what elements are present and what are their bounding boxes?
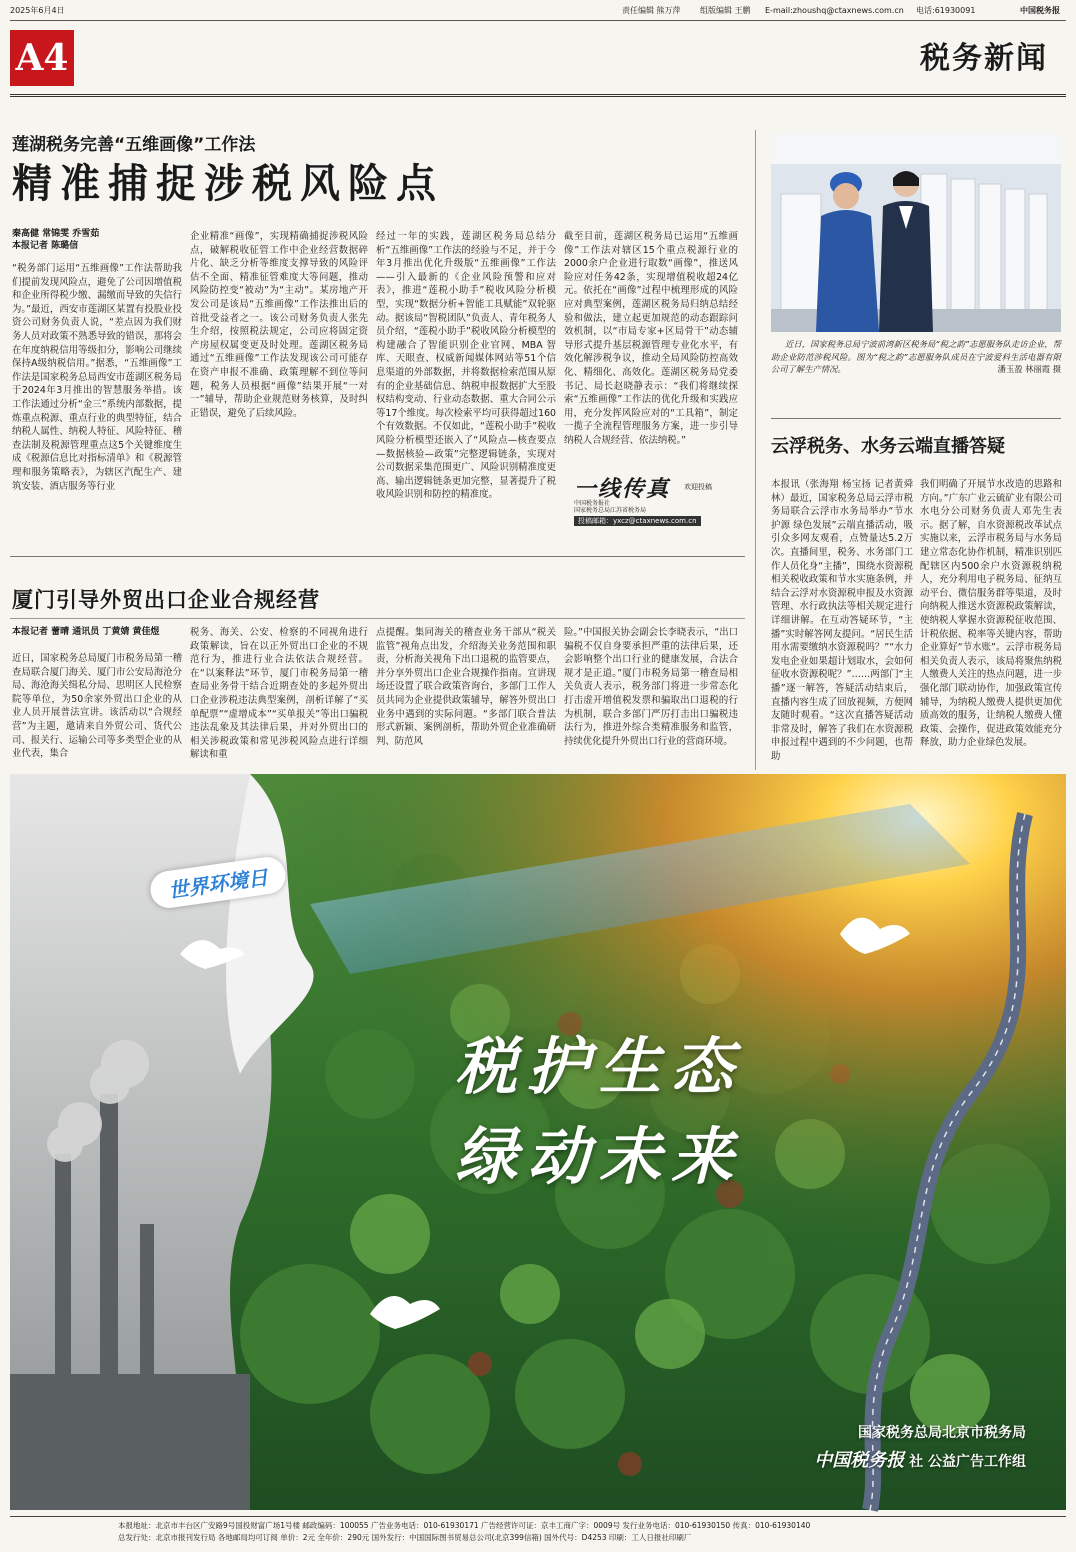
footer-line1: 本报地址：北京市丰台区广安路9号国投财富广场1号楼 邮政编码：100055 广告业务电话：010-61930171 广告经营许可证：京丰工商广字：0009号 发行业务电话：010-61930150 传真：010-61930140 [118,1521,811,1530]
article1-column-1: “税务部门运用“五维画像”工作法帮助我们提前发现风险点，避免了公司因增值税和企业所得税少缴、漏缴而导致的失信行为。”最近，西安市莲湖区某置有投股业投资公司财务负责人说，“差点因为我们财务人员对政策不熟悉导致的错误，那将会在年度纳税信用等级扣分，影响公司继续保持A级纳税信用。”据悉，“五维画像”工作法是国家税务总局西安市莲湖区税务局于2024年3月推出的智慧服务举措。该工作法通过分析“金三”系统内部数据，提炼重点税源、重点行业的典型特征，结合纳税人属性、纳税人特征、风险特征、稽查法制及税源管理重点这5个关键维度生成《税源信息比对指标清单》和《税源管理和服务策略表》，为辖区汽配生产、建筑安装、酒店服务等行业 [12,263,182,492]
footer-rule [10,1516,1066,1517]
article2-column-1: 近日，国家税务总局厦门市税务局第一稽查局联合厦门海关、厦门市公安局海沧分局、海沧海关缉私分局、思明区人民检察院等单位，为50余家外贸出口企业的从业人员开展普法宣讲。该活动以“合规经营”为主题，邀请来自外贸公司、货代公司、报关行、运输公司等多类型企业的从业代表，集合 [12,653,182,760]
photo1-caption [771,338,1061,376]
issue-date: 2025年6月4日 [10,6,65,15]
photo-illustration [771,134,1061,332]
article1-column-3: 经过一年的实践，莲湖区税务局总结分析“五维画像”工作法的经验与不足，并于今年3月推出优化升级版“五维画像”工作法——引入最新的《企业风险预警和应对表》，推进“莲税小助手”税收风险分析模型，实现“数据分析+智能工具赋能”双轮驱动。据该局“智税团队”负责人、青年税务人员介绍，“莲税小助手”税收风险分析模型的构建融合了智能识别企业官网、MBA 智库、天眼查、权威新闻媒体网站等51个信息渠道的外部数据，并将数据检索范围从原有的企业基础信息、纳税申报数据扩大至股权结构变动、行业动态数据、重大合同公示等17个维度。每次检索平均可获得超过160个有效数据。不仅如此，“莲税小助手”税收风险分析模型还嵌入了“风险点—核查要点—数据核验—政策”完整逻辑链条，实现对公司数据采集范围更广、风险识别精准度更高、输出逻辑链条更加完整，显著提升了税收风险识别和防控的精准度。 [376,231,556,501]
article1-column-2: 企业精准“画像”，实现精确捕捉涉税风险点，破解税收征管工作中企业经营数据碎片化、缺乏分析等维度支撑导致的风险评估不全面、精准征管难度大等问题，推动风险防控变“被动”为“主动”。某房地产开发公司是该局“五维画像”工作法推出后的首批受益者之一。该公司财务负责人张先生介绍，按照税法规定，公司应将固定资产房屋权属变更及时处理。莲湖区税务局通过“五维画像”工作法发现该公司可能存在资产申报不准确、政策理解不到位等问题，税务人员根据“画像”结果开展“一对一”辅导，帮助企业规范财务核算，及时纠正错误，避免了后续风险。 [190,231,368,419]
column-badge-title: 一线传真 [574,476,671,502]
paper-name: 中国税务报 [1020,6,1060,15]
public-service-ad [10,774,1066,1510]
byline-authors: 秦高健 常锦雯 乔雪茹 [12,229,100,239]
contact-email[interactable]: E-mail:zhoushq@ctaxnews.com.cn [765,6,904,15]
article1-kicker: 莲湖税务完善“五维画像”工作法 [12,135,256,155]
world-environment-day-badge: 世界环境日 [148,855,288,911]
article3-headline: 云浮税务、水务云端直播答疑 [771,436,1005,457]
page-number-badge: A4 [10,30,74,86]
article3-column-1: 本报讯（张海翔 杨宝扬 记者黄舜林）最近，国家税务总局云浮市税务局联合云浮市水务局举办“节水护源 绿色发展”云端直播活动，吸引众多网友观看，点赞量达5.2万次。直播间里，税务、水务部门工作人员化身“主播”，围绕水资源税相关税收政策和节水实施条例，并结合云浮对水资源税申报及水资源管理、水行政执法等相关规定进行详细讲解。在互动答疑环节，“主播”实时解答网友提问。“居民生活用水需要缴纳水资源税吗？”“水力发电企业如果超计划取水，会如何征收水资源税呢？”……两部门“主播”逐一解答，答疑活动结束后，直播内容生成了回放视频，方便网友随时观看。“这次直播答疑活动非常及时，解答了我们在水资源税申报过程中遇到的不少问题，也帮助 [771,479,913,762]
article2-column-2: 税务、海关、公安、检察的不同视角进行政策解读，旨在以正外贸出口企业的不规范行为，推进行业合法依法合规经营。在“以案释法”环节，厦门市税务局第一稽查局业务骨干结合近期查处的多起外贸出口企业涉税违法典型案例，剖析详解了“买单配票”“虚增成本”“买单报关”等出口骗税违法乱象及其法律后果，并对外贸出口的相关涉税政策和常见涉税风险点进行详细解读和重 [190,627,368,761]
header-rule [10,20,1066,21]
article1-column-4: 截至目前，莲湖区税务局已运用“五维画像”工作法对辖区15个重点税源行业的2000余户企业进行取数“画像”，推送风险应对任务42条，实现增值税收超24亿元。依托在“画像”过程中梳理形成的风险应对典型案例，莲湖区税务局归纳总结经验和做法，建立起更加规范的动态跟踪问效机制，以“市局专家+区局骨干”动态辅导形式提升基层税源管理专业化水平，有效化解涉税争议，推动全局风险防控高效化、精细化、高效化。莲湖区税务局党委书记、局长赵晓静表示：“我们将继续探索“五维画像”工作法的优化升级和实践应用，充分发挥风险应对的“工具箱”，制定一揽子全流程管理服务方案，进一步引导纳税人合规经营、依法纳税。” [564,231,738,446]
footer-line2: 总发行处：北京市报刊发行局 各地邮局均可订阅 单价：2元 全年价：290元 国外发行：中国国际图书贸易总公司(北京399信箱) 国外代号：D4253 印刷：工人日报社印刷厂 [118,1533,692,1542]
photo1-credit: 潘玉盈 林丽霞 摄 [997,364,1061,374]
column-badge-org: 中国税务报社 国家税务总局江苏省税务局 [574,500,647,514]
article1-bottom-rule [10,556,745,557]
contact-phone: 电话:61930091 [916,6,976,15]
column-badge-email[interactable]: 投稿邮箱：yxcz@ctaxnews.com.cn [574,516,701,526]
news-photo-volunteers [771,134,1061,332]
footer-info [118,1520,810,1544]
column-badge-sub: 欢迎投稿 [684,483,712,491]
photo1-bottom-rule [771,418,1061,419]
article2-column-4: 险。”中国报关协会副会长李晓表示，“出口骗税不仅自身要承担严重的法律后果，还会影响整个出口行业的健康发展，合法合规才是正道。”厦门市税务局第一稽查局相关负责人表示，税务部门将进一步常态化打击虚开增值税发票和骗取出口退税的行为机制，联合多部门严厉打击出口骗税违法行为，推进外综合类精准服务和监管，持续优化提升外贸出口行业的营商环境。 [564,627,738,747]
article1-byline [12,228,99,252]
ad-sponsor-newspaper [814,1446,1026,1472]
article2-headline: 厦门引导外贸出口企业合规经营 [12,588,320,612]
section-title: 税务新闻 [920,41,1048,76]
article2-title-rule [10,618,745,619]
layout-editor-credit: 组版编辑 王鹏 [700,6,751,15]
article3-column-2: 我们明确了开展节水改造的思路和方向。”广东广业云硫矿业有限公司水电分公司财务负责人邓先生表示。据了解，自水资源税改革试点实施以来，云浮市税务局与水务局建立常态化协作机制，精准识别匹配辖区内500余户水资源税纳税人，充分利用电子税务局、征纳互动平台、微信服务群等渠道，及时向纳税人推送水资源税政策解读，使纳税人掌握水资源税征收范围、计税依据、税率等关键内容，帮助企业算好“节水账”。云浮市税务局相关负责人表示，该局将聚焦纳税人缴费人关注的热点问题，进一步强化部门联动协作，加强政策宣传辅导，为纳税人缴费人提供更加优质高效的服务，让纳税人缴费人懂政策、会操作，促进政策效能充分释放，助力企业绿色发展。 [920,479,1062,749]
article2-byline: 本报记者 蕾晴 通讯员 丁黄婧 黄佳煜 [12,627,160,637]
photo1-caption-text: 近日，国家税务总局宁波前湾新区税务局“税之韵”志愿服务队走访企业，帮助企业防范涉税风险。图为“税之韵”志愿服务队成员在宁波爱科生活电器有限公司了解生产情况。 [771,339,1061,374]
editor-credit: 责任编辑 熊万萍 [622,6,681,15]
byline-reporter: 本报记者 陈璐信 [12,241,79,251]
column-divider [755,130,756,770]
ad-sponsor-bureau: 国家税务总局北京市税务局 [858,1425,1026,1441]
header-double-rule [10,94,1066,97]
article1-headline: 精准捕捉涉税风险点 [12,160,444,207]
ad-sponsor-rest: 社 公益广告工作组 [909,1454,1026,1470]
ad-sponsor-brand: 中国税务报 [814,1450,905,1471]
ad-slogan-line2: 绿动未来 [455,1120,744,1193]
masthead-bar [10,6,1066,18]
article2-column-3: 点提醒。集同海关的稽查业务干部从“税关监管”视角点出发，介绍海关业务范围和职责，分析海关视角下出口退税的监管要点，并分享外贸出口企业合规操作指南。宣讲现场还设置了联合政策咨询台，多部门工作人员共同为企业提供政策辅导，解答外贸出口业务中遇到的实际问题。“多部门联合普法形式新颖、案例剖析，帮助外贸企业准确研判、防范风 [376,627,556,747]
column-badge [574,472,724,528]
ad-slogan-line1: 税护生态 [455,1030,744,1103]
